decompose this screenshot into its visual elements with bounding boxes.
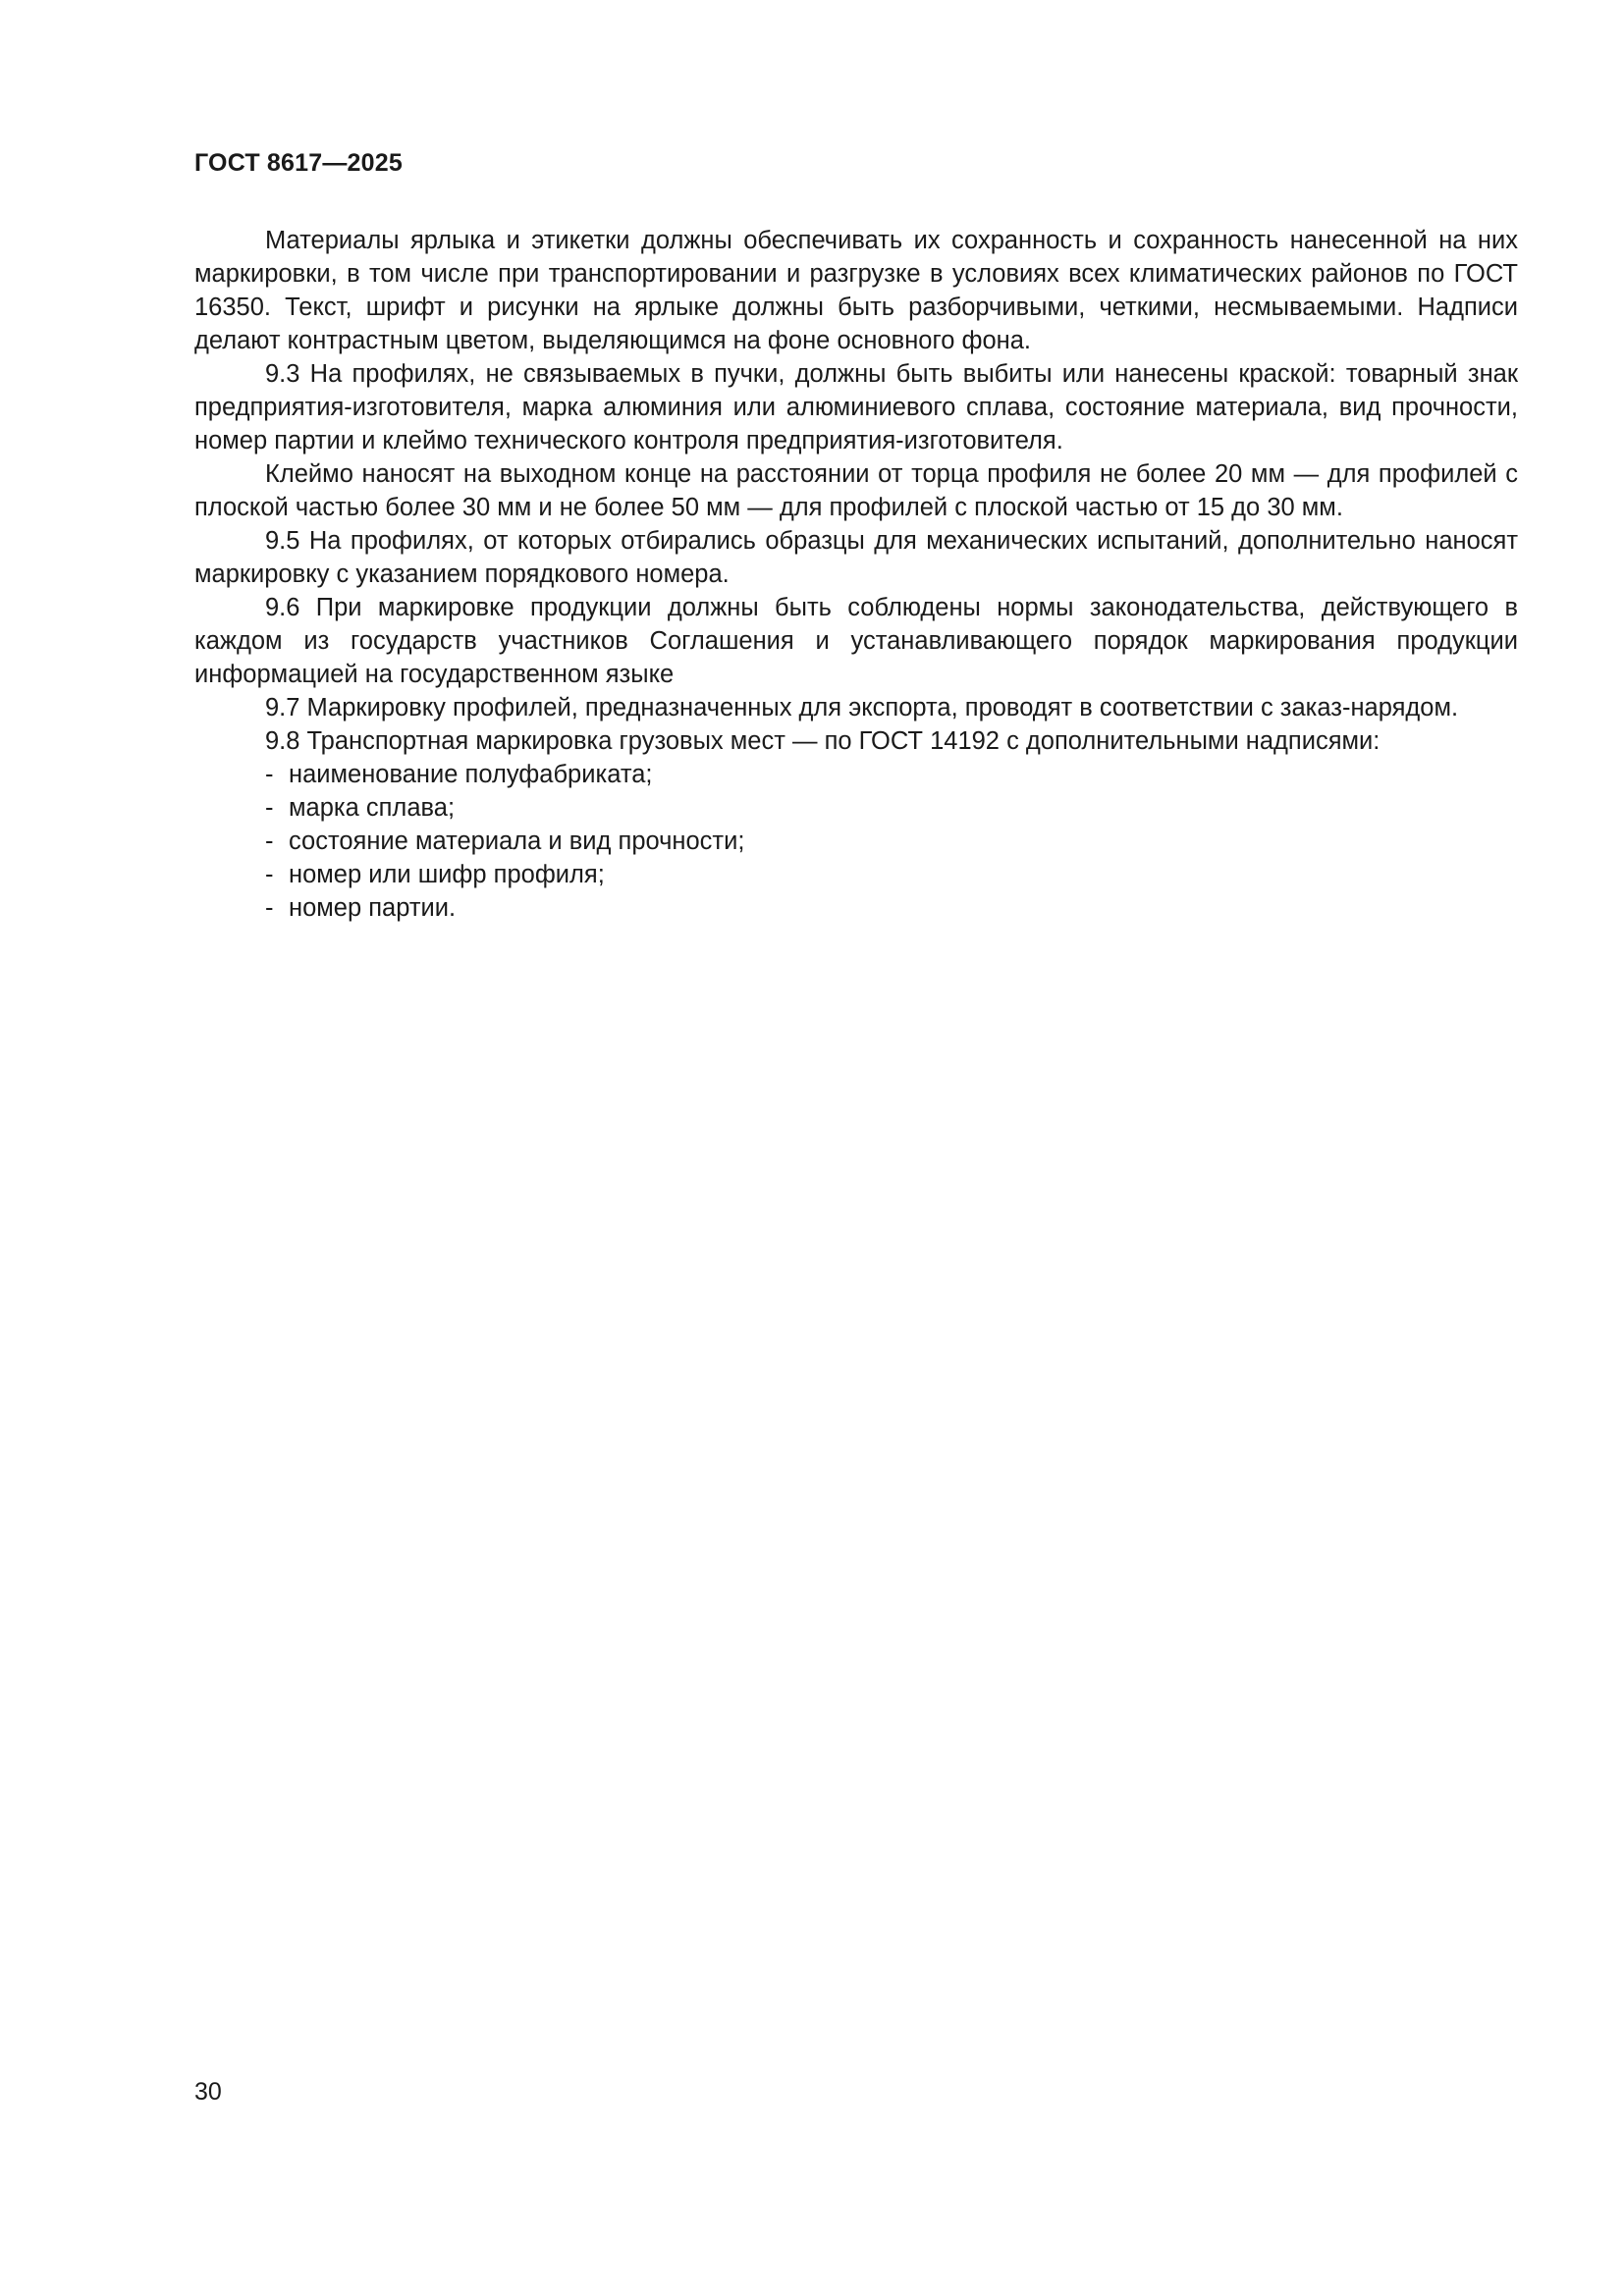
list-item <box>194 758 1518 791</box>
list-bullet: - <box>265 894 274 922</box>
paragraph-9-8: 9.8 Транспортная маркировка грузовых мест — по ГОСТ 14192 с дополнительными надписями: <box>265 727 1380 755</box>
list-item <box>194 858 1518 891</box>
list-item-text: наименование полуфабриката; <box>289 761 653 788</box>
paragraph-stamp-placement: Клеймо наносят на выходном конце на расстоянии от торца профиля не более 20 мм — для профилей с плоской частью более 30 мм и не более 50 мм — для профилей с плоской частью от 15 до 30 мм. <box>194 460 1518 521</box>
list-bullet: - <box>265 761 274 788</box>
list-bullet: - <box>265 828 274 855</box>
paragraph-9-7: 9.7 Маркировку профилей, предназначенных для экспорта, проводят в соответствии с заказ-нарядом. <box>265 694 1459 721</box>
list-item <box>194 891 1518 925</box>
paragraph-9-5: 9.5 На профилях, от которых отбирались образцы для механических испытаний, дополнительно наносят маркировку с указанием порядкового номера. <box>194 527 1518 588</box>
page-number: 30 <box>194 2078 222 2106</box>
list-item <box>194 825 1518 858</box>
paragraph-label-materials: Материалы ярлыка и этикетки должны обеспечивать их сохранность и сохранность нанесенной на них маркировки, в том числе при транспортировании и разгрузке в условиях всех климатических районов по ГОСТ 16350. Текст, шрифт и рисунки на ярлыке должны быть разборчивыми, четкими, несмываемыми. Надписи делают контрастным цветом, выделяющимся на фоне основного фона. <box>194 227 1518 354</box>
list-item-text: состояние материала и вид прочности; <box>289 828 745 855</box>
list-bullet: - <box>265 794 274 822</box>
document-code-header: ГОСТ 8617—2025 <box>194 149 403 177</box>
body-text <box>194 224 1518 925</box>
list-item-text: марка сплава; <box>289 794 456 822</box>
list-item-text: номер или шифр профиля; <box>289 861 605 888</box>
paragraph-9-6: 9.6 При маркировке продукции должны быть соблюдены нормы законодательства, действующего в каждом из государств участников Соглашения и устанавливающего порядок маркирования продукции информацией на государственном языке <box>194 594 1518 688</box>
paragraph-9-3: 9.3 На профилях, не связываемых в пучки, должны быть выбиты или нанесены краской: товарный знак предприятия-изготовителя, марка алюминия или алюминиевого сплава, состояние материала, вид прочности, номер партии и клеймо технического контроля предприятия-изготовителя. <box>194 360 1518 454</box>
marking-list <box>194 758 1518 925</box>
list-bullet: - <box>265 861 274 888</box>
list-item-text: номер партии. <box>289 894 457 922</box>
list-item <box>194 791 1518 825</box>
